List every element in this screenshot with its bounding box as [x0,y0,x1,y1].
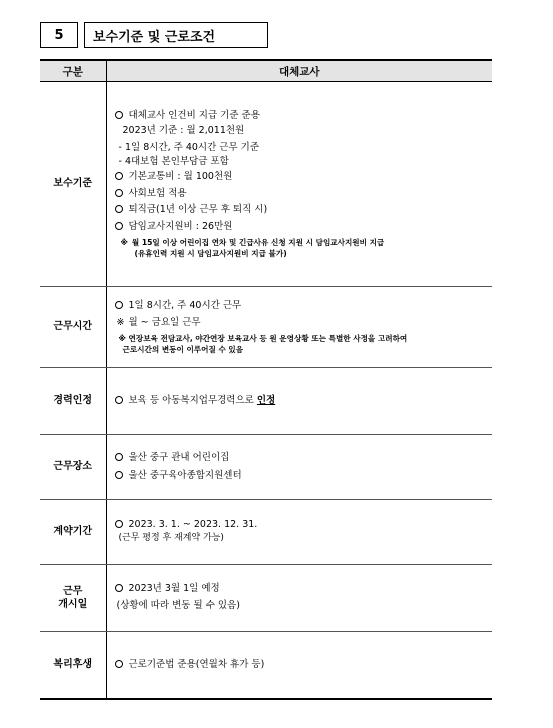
row-label-contract: 계약기간 [40,500,106,565]
circle-bullet-icon [115,172,123,180]
circle-bullet-icon [115,111,123,119]
start-item-1: 2023년 3월 1일 예정 [128,583,220,595]
column-header-content: 대체교사 [106,60,492,82]
table-row-place [40,435,492,500]
row-label-career: 경력인정 [40,368,106,435]
pay-item-2: 기본교통비 : 월 100천원 [128,171,233,182]
table-row-welfare [40,632,492,700]
pay-note-1: 월 15일 이상 어린이집 연차 및 긴급사유 신청 지원 시 담임교사지원비 지급 [131,237,385,247]
welfare-item-1: 근로기준법 준용(연월차 휴가 등) [128,658,265,670]
circle-bullet-icon [115,189,123,197]
table-row-start [40,565,492,632]
row-label-hours: 근무시간 [40,287,106,368]
pay-item-5: 담임교사지원비 : 26만원 [128,221,233,233]
row-label-start [40,565,106,632]
hours-note-1: ※ 연장보육 전담교사, 야간연장 보육교사 등 원 운영상황 또는 특별한 사정을 고려하여 [118,333,408,343]
circle-bullet-icon [115,205,123,213]
row-label-pay: 보수기준 [40,82,106,287]
place-item-2: 울산 중구육아종합지원센터 [128,469,242,481]
pay-item-1: 대체교사 인건비 지급 기준 준용 [128,110,260,122]
section-number: 5 [40,22,78,48]
hours-note-2: 근로시간의 변동이 이루어질 수 있음 [122,344,244,354]
row-content-hours [106,287,492,368]
table-row-contract [40,500,492,565]
table-row-pay [40,82,492,287]
row-content-career [106,368,492,435]
pay-item-1-sub: 2023년 기준 : 월 2,011천원 [122,124,245,136]
contract-item-1: 2023. 3. 1. ~ 2023. 12. 31. [128,518,258,530]
circle-bullet-icon [115,396,123,404]
pay-dash-2: - 4대보험 본인부담금 포함 [118,156,229,168]
row-content-start [106,565,492,632]
section-title: 보수기준 및 근로조건 [84,22,268,48]
reference-mark-icon: ※ [120,237,128,247]
column-header-category: 구분 [40,60,106,82]
conditions-table [40,59,492,700]
pay-item-4: 퇴직금(1년 이상 근무 후 퇴직 시) [128,204,268,216]
career-item-1-emphasis: 인정 [256,394,276,406]
place-item-1: 울산 중구 관내 어린이집 [128,451,230,463]
contract-item-1-sub: (근무 평정 후 재계약 가능) [118,533,224,544]
table-header-row [40,60,492,82]
row-label-place: 근무장소 [40,435,106,500]
table-row-career [40,368,492,435]
hours-item-1: 1일 8시간, 주 40시간 근무 [128,300,242,312]
pay-note-2: (유휴인력 지원 시 담임교사지원비 지급 불가) [134,248,287,258]
row-label-welfare: 복리후생 [40,632,106,700]
circle-bullet-icon [115,222,123,230]
start-item-1-sub: (상황에 따라 변동 될 수 있음) [116,600,240,611]
row-content-pay [106,82,492,287]
circle-bullet-icon [115,453,123,461]
row-content-place [106,435,492,500]
circle-bullet-icon [115,301,123,309]
row-label-start-line-1: 근무 [63,585,83,597]
row-content-contract [106,500,492,565]
pay-item-3: 사회보험 적용 [128,187,187,199]
pay-dash-1: - 1일 8시간, 주 40시간 근무 기준 [118,141,260,153]
circle-bullet-icon [115,471,123,479]
circle-bullet-icon [115,660,123,668]
circle-bullet-icon [115,520,123,528]
circle-bullet-icon [115,584,123,592]
row-content-welfare [106,632,492,700]
hours-item-2: 월 ~ 금요일 근무 [128,317,201,328]
table-row-hours [40,287,492,368]
career-item-1: 보육 등 아동복지업무경력으로 [128,394,257,406]
row-label-start-line-2: 개시일 [58,599,88,610]
reference-mark-icon: ※ [116,317,125,328]
